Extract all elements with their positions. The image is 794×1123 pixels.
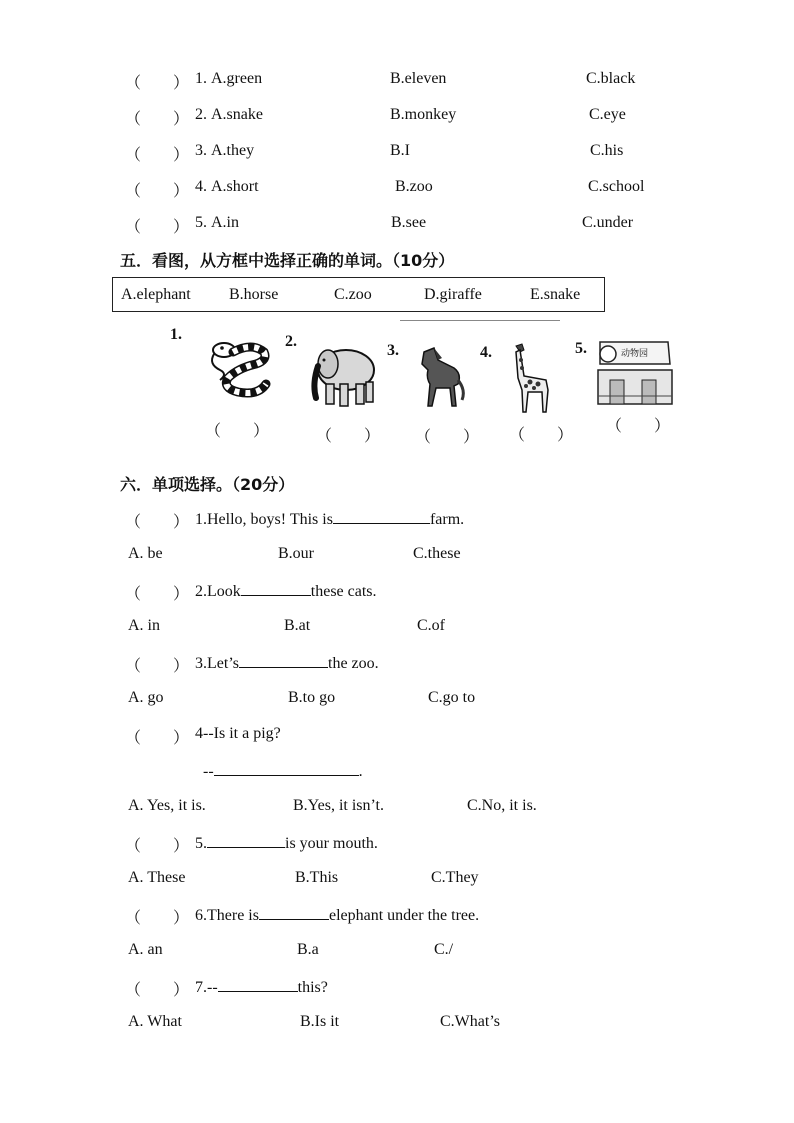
horse-icon [414, 344, 466, 414]
answer-line [203, 761, 363, 781]
option-c: C.his [590, 142, 624, 159]
question-text-end: farm. [429, 511, 465, 528]
elephant-icon [308, 340, 380, 410]
option-a: A.they [211, 142, 255, 159]
option-c: C.What’s [440, 1013, 500, 1030]
word-bank-item: A.elephant [121, 286, 191, 303]
item-number: 3. [195, 142, 207, 159]
picture-answer-paren[interactable]: （ ） [205, 423, 270, 440]
option-b: B.eleven [390, 70, 447, 87]
item-number: 5. [195, 214, 207, 231]
option-c: C./ [434, 941, 454, 958]
option-c: C.black [586, 70, 636, 87]
word-bank-item: C.zoo [334, 286, 372, 303]
word-bank-box [112, 277, 605, 312]
option-a: A.in [211, 214, 239, 231]
answer-paren[interactable]: （ ） [125, 838, 190, 855]
answer-paren[interactable]: （ ） [125, 147, 190, 164]
question-text: 6.There is [195, 907, 259, 924]
answer-paren[interactable]: （ ） [125, 658, 190, 675]
section-6-heading: 六．单项选择。（20分） [120, 475, 295, 494]
option-c: C.eye [589, 106, 626, 123]
option-a: A. What [128, 1013, 182, 1030]
question-6 [195, 905, 479, 925]
item-number: 2. [195, 106, 207, 123]
picture-number: 5. [575, 340, 587, 357]
option-c: C.of [417, 617, 445, 634]
option-a: A.green [211, 70, 263, 87]
question-text-end: is your mouth. [285, 835, 378, 852]
answer-paren[interactable]: （ ） [125, 219, 190, 236]
option-b: B.see [391, 214, 427, 231]
word-bank-item: B.horse [229, 286, 279, 303]
option-a: A.short [211, 178, 259, 195]
picture-number: 3. [387, 342, 399, 359]
picture-answer-paren[interactable]: （ ） [316, 428, 381, 445]
picture-divider [400, 320, 560, 321]
answer-paren[interactable]: （ ） [125, 75, 190, 92]
option-a: A. These [128, 869, 186, 886]
option-c: C.No, it is. [467, 797, 537, 814]
question-5 [195, 833, 378, 853]
answer-paren[interactable]: （ ） [125, 982, 190, 999]
answer-blank[interactable] [239, 653, 328, 668]
option-c: C.go to [428, 689, 476, 706]
word-bank-item: D.giraffe [424, 286, 482, 303]
question-text: 5. [195, 835, 207, 852]
question-text: 3.Let’s [195, 655, 239, 672]
option-b: B.zoo [395, 178, 433, 195]
picture-number: 1. [170, 326, 182, 343]
zoo-gate-sign: 动物园 [621, 349, 649, 359]
question-text-end: the zoo. [328, 655, 379, 672]
picture-answer-paren[interactable]: （ ） [415, 429, 480, 446]
answer-blank[interactable] [214, 761, 359, 776]
answer-paren[interactable]: （ ） [125, 183, 190, 200]
question-text-end: these cats. [310, 583, 377, 600]
option-b: B.our [278, 545, 314, 562]
option-b: B.to go [288, 689, 336, 706]
picture-number: 2. [285, 333, 297, 350]
question-4: 4--Is it a pig? [195, 725, 281, 742]
question-text-end: this? [297, 979, 328, 996]
option-a: A.snake [211, 106, 263, 123]
section-5-heading: 五．看图，从方框中选择正确的单词。（10分） [120, 251, 455, 270]
question-3 [195, 653, 379, 673]
option-a: A. an [128, 941, 163, 958]
option-a: A. be [128, 545, 163, 562]
option-b: B.This [295, 869, 339, 886]
item-number: 4. [195, 178, 207, 195]
answer-paren[interactable]: （ ） [125, 730, 190, 747]
question-text: 1.Hello, boys! This is [195, 511, 333, 528]
dialogue-dash: -- [203, 763, 214, 780]
question-2 [195, 581, 377, 601]
item-number: 1. [195, 70, 207, 87]
answer-period: . [358, 763, 363, 780]
question-1 [195, 509, 464, 529]
option-a: A. Yes, it is. [128, 797, 206, 814]
option-a: A. go [128, 689, 164, 706]
answer-blank[interactable] [259, 905, 329, 920]
option-b: B.a [297, 941, 319, 958]
answer-blank[interactable] [207, 833, 285, 848]
option-c: C.these [413, 545, 461, 562]
option-b: B.Yes, it isn’t. [293, 797, 384, 814]
question-7 [195, 977, 328, 997]
snake-icon [200, 334, 274, 406]
answer-paren[interactable]: （ ） [125, 514, 190, 531]
option-b: B.at [284, 617, 311, 634]
option-c: C.They [431, 869, 479, 886]
answer-paren[interactable]: （ ） [125, 111, 190, 128]
answer-blank[interactable] [241, 581, 311, 596]
option-c: C.school [588, 178, 645, 195]
picture-answer-paren[interactable]: （ ） [509, 427, 574, 444]
option-b: B.monkey [390, 106, 457, 123]
answer-paren[interactable]: （ ） [125, 586, 190, 603]
answer-blank[interactable] [218, 977, 298, 992]
giraffe-icon [506, 342, 558, 416]
question-text: 2.Look [195, 583, 241, 600]
answer-blank[interactable] [333, 509, 430, 524]
picture-answer-paren[interactable]: （ ） [606, 418, 671, 435]
question-text: 7.-- [195, 979, 218, 996]
picture-number: 4. [480, 344, 492, 361]
option-b: B.I [390, 142, 410, 159]
option-a: A. in [128, 617, 160, 634]
answer-paren[interactable]: （ ） [125, 910, 190, 927]
word-bank-item: E.snake [530, 286, 581, 303]
option-c: C.under [582, 214, 634, 231]
question-text-end: elephant under the tree. [328, 907, 480, 924]
option-b: B.Is it [300, 1013, 340, 1030]
